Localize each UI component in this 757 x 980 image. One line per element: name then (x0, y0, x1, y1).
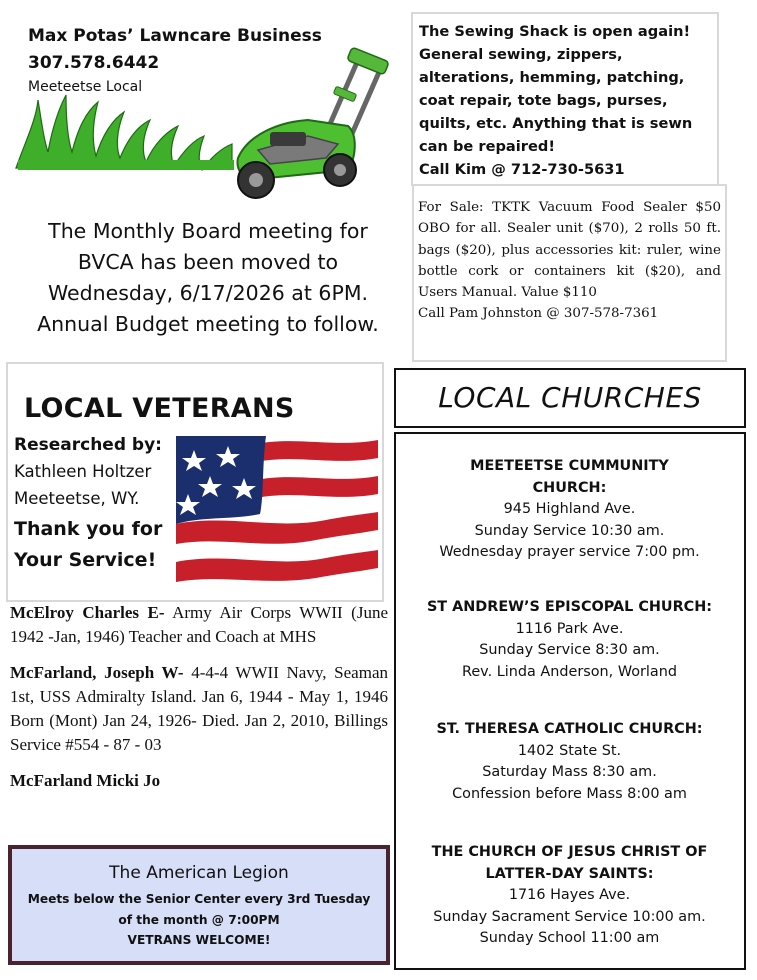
church-listing (396, 597, 743, 683)
church-address: 1716 Hayes Ave. (508, 887, 631, 903)
church-service: Sunday School 11:00 am (479, 930, 660, 946)
american-legion-notice (8, 845, 390, 965)
church-service: Wednesday prayer service 7:00 pm. (439, 544, 700, 560)
for-sale-contact: Call Pam Johnston @ 307-578-7361 (418, 306, 659, 322)
veteran-entries (10, 601, 388, 805)
lawncare-location: Meeteetse Local (28, 79, 143, 95)
sewing-line: quilts, etc. Anything that is sewn (419, 115, 693, 132)
board-meeting-notice (18, 216, 398, 340)
legion-line: Meets below the Senior Center every 3rd Tuesday (27, 892, 371, 906)
veteran-detail: 4-4-4 WWII Navy, Seaman 1st, USS Admiralty Island. Jan 6, 1944 - May 1, 1946 Born (Mont) Jan 24, 1926- Died. Jan 2, 2010, Billings Service #554 - 87 - 03 (10, 663, 388, 754)
thanks-line: Thank you for (14, 518, 163, 540)
veterans-title: LOCAL VETERANS (24, 393, 295, 424)
sewing-line: The Sewing Shack is open again! (419, 23, 691, 40)
veteran-entry (10, 601, 388, 649)
american-flag-icon (176, 436, 378, 584)
church-name: ST ANDREW’S EPISCOPAL CHURCH: (426, 599, 713, 615)
sewing-line: General sewing, zippers, (419, 46, 623, 63)
church-listing (396, 456, 743, 564)
board-meeting-line: Annual Budget meeting to follow. (37, 312, 379, 336)
veteran-name: McElroy Charles E- (10, 603, 165, 622)
church-service: Confession before Mass 8:00 am (452, 785, 687, 802)
church-clergy: Rev. Linda Anderson, Worland (461, 663, 678, 680)
board-meeting-line: Wednesday, 6/17/2026 at 6PM. (47, 281, 369, 305)
veteran-name: McFarland Micki Jo (10, 771, 161, 790)
sewing-contact: Call Kim @ 712-730-5631 (419, 161, 625, 178)
sewing-shack-ad (411, 12, 719, 186)
church-service: Sunday Service 8:30 am. (479, 642, 660, 658)
researched-by-label: Researched by: (14, 435, 162, 455)
board-meeting-line: The Monthly Board meeting for (48, 219, 368, 243)
church-name: CHURCH: (532, 479, 607, 496)
legion-details (12, 889, 386, 951)
legion-line: VETRANS WELCOME! (127, 933, 271, 947)
for-sale-text: For Sale: TKTK Vacuum Food Sealer $50 OBO for all. Sealer unit ($70), 2 rolls 50 ft. bags ($20), plus accessories kit: ruler, wine bottle cork or containers kit ($20), and Users Manual. Value $110 (418, 200, 721, 301)
church-name: LATTER-DAY SAINTS: (485, 865, 654, 882)
church-name: MEETEETSE CUMMUNITY (470, 458, 669, 474)
church-name: ST. THERESA CATHOLIC CHURCH: (436, 721, 703, 737)
researcher-location: Meeteetse, WY. (14, 489, 140, 508)
church-name: THE CHURCH OF JESUS CHRIST OF (431, 844, 708, 860)
veteran-detail: Army Air Corps WWII (June 1942 -Jan, 1946) Teacher and Coach at MHS (10, 603, 388, 646)
thanks-message (14, 514, 179, 576)
legion-line: of the month @ 7:00PM (118, 912, 280, 927)
legion-title: The American Legion (109, 863, 289, 883)
sewing-line: can be repaired! (419, 138, 555, 155)
churches-heading-text: LOCAL CHURCHES (438, 381, 702, 414)
church-service: Sunday Service 10:30 am. (474, 522, 665, 539)
sewing-line: alterations, hemming, patching, (419, 69, 685, 86)
local-churches-heading (394, 368, 746, 428)
lawncare-business-name: Max Potas’ Lawncare Business (28, 26, 322, 46)
researcher-name: Kathleen Holtzer (14, 462, 152, 481)
church-listing (396, 719, 743, 805)
veteran-entry (10, 661, 388, 757)
lawncare-phone: 307.578.6442 (28, 53, 160, 73)
church-service: Sunday Sacrament Service 10:00 am. (433, 908, 706, 925)
church-address: 1116 Park Ave. (515, 620, 624, 637)
church-service: Saturday Mass 8:30 am. (482, 764, 657, 780)
church-listing (396, 842, 743, 950)
church-address: 1402 State St. (517, 742, 622, 759)
veteran-entry (10, 769, 388, 793)
board-meeting-line: BVCA has been moved to (77, 250, 339, 274)
sewing-line: coat repair, tote bags, purses, (419, 92, 668, 109)
for-sale-ad (412, 184, 727, 362)
churches-list (394, 432, 746, 970)
church-address: 945 Highland Ave. (503, 501, 636, 517)
veteran-name: McFarland, Joseph W- (10, 663, 184, 682)
thanks-line: Your Service! (14, 549, 157, 571)
